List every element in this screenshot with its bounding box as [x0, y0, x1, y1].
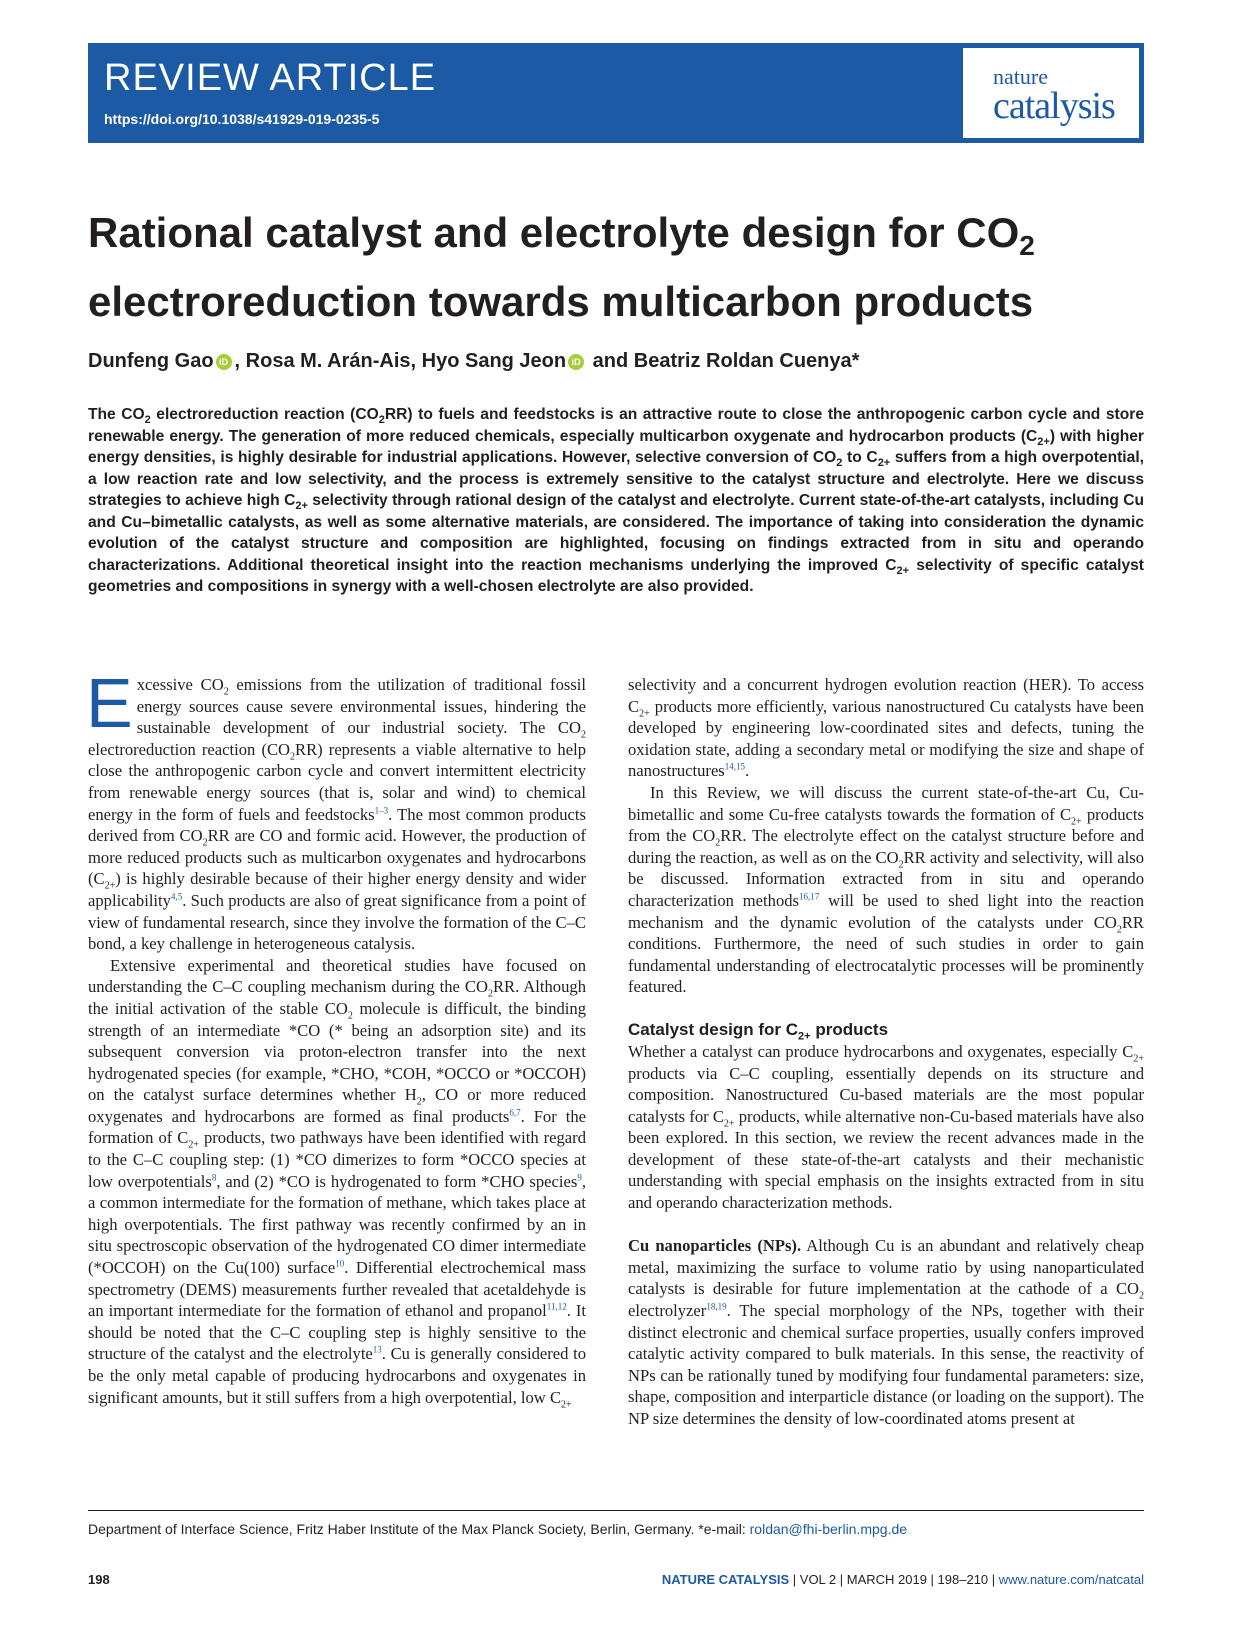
reference-link[interactable]: 16,17 [799, 891, 820, 902]
subsection-lead: Cu nanoparticles (NPs). [628, 1236, 802, 1256]
reference-link[interactable]: 14,15 [724, 761, 746, 772]
body-paragraph: Whether a catalyst can produce hydrocarbons and oxygenates, especially $C_{2+}$ products via C–C coupling, essentially depends on its structure and composition. Nanostructured Cu-based materials are the most popular catalysts for $C_{2+}$ products, while alternative non-Cu-based materials have also been explored. In this section, we review the recent advances made in the development of these state-of-the-art catalysts and their mechanistic understanding with special emphasis on the insights extracted from in situ and operando characterization methods. [628, 1041, 1144, 1213]
reference-link[interactable]: 9 [577, 1172, 582, 1183]
drop-cap: E [86, 664, 133, 742]
logo-catalysis-text: catalysis [993, 85, 1115, 127]
article-type-label: REVIEW ARTICLE [104, 57, 437, 99]
reference-link[interactable]: 4,5 [170, 891, 183, 902]
author-name: Dunfeng Gao [88, 350, 214, 372]
body-paragraph: Excessive $CO_2$ emissions from the utilization of traditional fossil energy sources cause severe environmental issues, hindering the sustainable development of our industrial society. The $CO_2$ electroreduction reaction $(CO_2RR)$ represents a viable alternative to help close the anthropogenic carbon cycle and convert intermittent electricity from renewable energy sources (that is, solar and wind) to chemical energy in the form of fuels and feedstocks$^{1-3}$. The most common products derived from $CO_2RR$ are CO and formic acid. However, the production of more reduced products such as multicarbon oxygenates and hydrocarbons $(C_{2+})$ is highly desirable because of their higher energy density and wider applicability$^{4,5}$. Such products are also of great significance from a point of view of fundamental research, since they involve the formation of the C–C bond, a key challenge in heterogeneous catalysis. [86, 664, 586, 954]
orcid-icon[interactable]: iD [216, 354, 232, 370]
page-number: 198 [88, 1572, 110, 1587]
running-footer: NATURE CATALYSIS | VOL 2 | MARCH 2019 | 198–210 | www.nature.com/natcatal [661, 1572, 1144, 1587]
body-column-right [628, 674, 1144, 1430]
section-heading: Catalyst design for $C_{2+}$ products [628, 1019, 889, 1043]
affiliation-footnote: Department of Interface Science, Fritz Haber Institute of the Max Planck Society, Berlin, Germany. *e-mail: roldan@fhi-berlin.mpg.de [88, 1521, 908, 1537]
reference-link[interactable]: 8 [211, 1172, 217, 1183]
body-paragraph: Extensive experimental and theoretical studies have focused on understanding the C–C coupling mechanism during the $CO_2RR$. Although the initial activation of the stable $CO_2$ molecule is difficult, the binding strength of an intermediate *CO (* being an adsorption site) and its subsequent conversion via proton-electron transfer into the next hydrogenated species (for example, *CHO, *COH, *OCCO or *OCCOH) on the catalyst surface determines whether $H_2$, CO or more reduced oxygenates and hydrocarbons are formed as final products$^{6,7}$. For the formation of $C_{2+}$ products, two pathways have been identified with regard to the C–C coupling step: (1) *CO dimerizes to form *OCCO species at low overpotentials$^8$, and (2) *CO is hydrogenated to form *CHO species$^9$, a common intermediate for the formation of methane, which takes place at high overpotentials. The first pathway was recently confirmed by an in situ spectroscopic observation of the hydrogenated CO dimer intermediate (*OCCOH) on the Cu(100) surface$^{10}$. Differential electrochemical mass spectrometry (DEMS) measurements further revealed that acetaldehyde is an important intermediate for the formation of ethanol and propanol$^{11,12}$. It should be noted that the C–C coupling step is highly sensitive to the structure of the catalyst and the electrolyte$^{13}$. Cu is generally considered to be the only metal capable of producing hydrocarbons and oxygenates in significant amounts, but it still suffers from a high overpotential, low $C_{2+}$ [88, 955, 587, 1410]
journal-logo [963, 48, 1139, 138]
orcid-icon[interactable]: iD [568, 354, 584, 370]
abstract: The $CO_2$ electroreduction reaction $(CO_2RR)$ to fuels and feedstocks is an attractive route to close the anthropogenic carbon cycle and store renewable energy. The generation of more reduced chemicals, especially multicarbon oxygenate and hydrocarbon products $(C_{2+})$ with higher energy densities, is highly desirable for industrial applications. However, selective conversion of $CO_2$ to $C_{2+}$ suffers from a high overpotential, a low reaction rate and low selectivity, and the process is extremely sensitive to the catalyst structure and electrolyte. Here we discuss strategies to achieve high $C_{2+}$ selectivity through rational design of the catalyst and electrolyte. Current state-of-the-art catalysts, including Cu and Cu–bimetallic catalysts, as well as some alternative materials, are considered. The importance of taking into consideration the dynamic evolution of the catalyst structure and composition are highlighted, focusing on findings extracted from in situ and operando characterizations. Additional theoretical insight into the reaction mechanisms underlying the improved $C_{2+}$ selectivity of specific catalyst geometries and compositions in synergy with a well-chosen electrolyte are also provided. [88, 406, 1144, 595]
body-paragraph: Cu nanoparticles (NPs). Although Cu is an abundant and relatively cheap metal, maximizing the surface to volume ratio by using nanoparticulated catalysts is desirable for future implementation at the cathode of a $CO_2$ electrolyzer$^{18,19}$. The special morphology of the NPs, together with their distinct electronic and chemical surface properties, usually confers improved catalytic activity compared to bulk materials. In this sense, the reactivity of NPs can be rationally tuned by modifying four fundamental parameters: size, shape, composition and interparticle distance (or loading on the support). The NP size determines the density of low-coordinated atoms present at [628, 1236, 1144, 1428]
reference-link[interactable]: 18,19 [706, 1301, 727, 1312]
doi-link[interactable]: https://doi.org/10.1038/s41929-019-0235-5 [104, 111, 380, 127]
body-paragraph: selectivity and a concurrent hydrogen evolution reaction (HER). To access $C_{2+}$ products more efficiently, various nanostructured Cu catalysts have been developed by engineering low-coordinated sites and defects, tuning the oxidation state, adding a secondary metal or modifying the size and shape of nanostructures$^{14,15}$. [628, 675, 1144, 781]
reference-link[interactable]: 13 [372, 1344, 382, 1355]
article-title: Rational catalyst and electrolyte design for $CO_2$ electroreduction towards multicarbon products [88, 209, 1035, 325]
author-name: Hyo Sang Jeon [421, 350, 567, 372]
body-paragraph: In this Review, we will discuss the current state-of-the-art Cu, Cu-bimetallic and some Cu-free catalysts towards the formation of $C_{2+}$ products from the $CO_2RR$. The electrolyte effect on the catalyst structure before and during the reaction, as well as on the $CO_2RR$ activity and selectivity, will also be discussed. Information extracted from in situ and operando characterization methods$^{16,17}$ will be used to shed light into the reaction mechanism and the dynamic evolution of the catalysts under $CO_2RR$ conditions. Furthermore, the need of such studies in order to gain fundamental understanding of electrocatalytic processes will be prominently featured. [628, 782, 1145, 997]
reference-link[interactable]: 1–3 [374, 805, 389, 816]
journal-url-link[interactable]: www.nature.com/natcatal [998, 1572, 1144, 1587]
journal-banner [88, 43, 1144, 143]
reference-link[interactable]: 11,12 [546, 1301, 567, 1312]
logo-nature-text: nature [993, 64, 1048, 89]
reference-link[interactable]: 10 [335, 1258, 345, 1269]
reference-link[interactable]: 6,7 [509, 1107, 521, 1118]
author-name: Rosa M. Arán-Ais [245, 350, 411, 372]
body-column-left [86, 664, 587, 1410]
email-link[interactable]: roldan@fhi-berlin.mpg.de [749, 1521, 908, 1537]
author-name: Beatriz Roldan Cuenya* [633, 350, 860, 372]
journal-name: NATURE CATALYSIS [661, 1572, 790, 1587]
footer-divider [88, 1510, 1144, 1511]
author-list: Dunfeng Gao iD , Rosa M. Arán-Ais, Hyo Sang Jeon iD and Beatriz Roldan Cuenya* [88, 350, 860, 372]
